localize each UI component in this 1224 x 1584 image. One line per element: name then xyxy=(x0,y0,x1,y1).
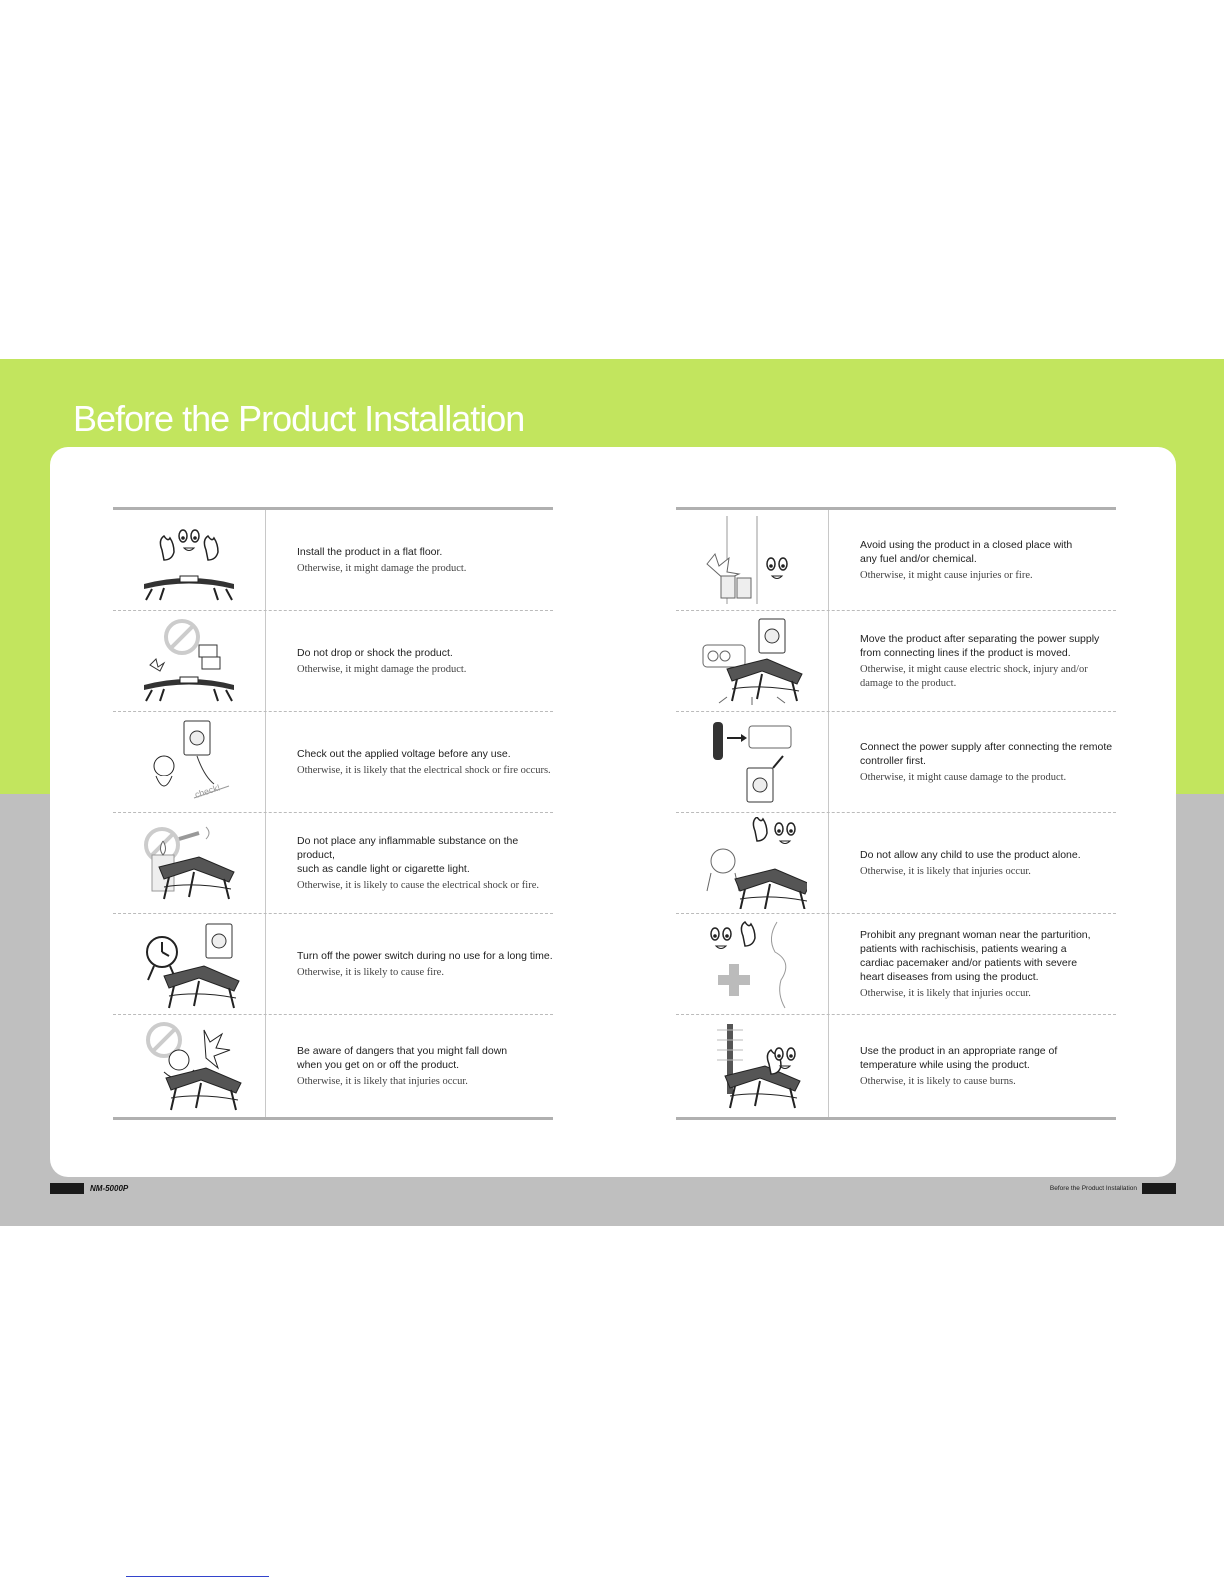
warning-row xyxy=(676,611,1116,712)
warning-text: Move the product after separating the power supply from connecting lines if the product is moved. xyxy=(860,632,1100,659)
temperature-burn-illustration xyxy=(676,1015,829,1117)
warning-text: Install the product in a flat floor. xyxy=(297,545,443,558)
warning-row xyxy=(113,914,553,1015)
child-alone-illustration xyxy=(676,813,829,913)
warning-consequence: Otherwise, it might cause damage to the product. xyxy=(860,771,1067,783)
candle-cigarette-illustration xyxy=(113,813,266,913)
footer-bar xyxy=(50,1183,84,1194)
warning-text: Do not allow any child to use the product alone. xyxy=(860,848,1081,861)
warning-text: Avoid using the product in a closed place with any fuel and/or chemical. xyxy=(860,538,1073,565)
warning-text: Prohibit any pregnant woman near the parturition, patients with rachischisis, patients wearing a cardiac pacemaker and/or patients with severe heart diseases from using the product. xyxy=(860,928,1091,983)
warning-row xyxy=(113,712,553,813)
warning-text: Turn off the power switch during no use for a long time. xyxy=(297,949,553,962)
warning-consequence: Otherwise, it is likely that injuries occur. xyxy=(860,865,1031,877)
svg-text:check!: check! xyxy=(193,782,222,800)
fall-down-illustration xyxy=(113,1015,266,1117)
remote-then-power-illustration xyxy=(676,712,829,812)
model-number: NM-5000P xyxy=(90,1184,129,1193)
pregnant-medical-illustration xyxy=(676,914,829,1014)
left-warning-panel xyxy=(113,507,553,1120)
warning-row xyxy=(676,914,1116,1015)
warning-text: Do not drop or shock the product. xyxy=(297,646,453,659)
flat-floor-bed-illustration xyxy=(113,510,266,610)
right-warning-panel xyxy=(676,507,1116,1120)
warning-row xyxy=(676,712,1116,813)
warning-consequence: Otherwise, it might cause electric shock, injury and/or damage to the product. xyxy=(860,663,1088,689)
warning-consequence: Otherwise, it is likely that the electrical shock or fire occurs. xyxy=(297,764,551,776)
warning-text: Do not place any inflammable substance on the product, such as candle light or cigarette light. xyxy=(297,834,519,875)
warning-row xyxy=(113,611,553,712)
footer-bar xyxy=(1142,1183,1176,1194)
footer-left xyxy=(50,1183,128,1194)
warning-row xyxy=(113,510,553,611)
link-underline xyxy=(126,1576,269,1577)
warning-row xyxy=(676,510,1116,611)
warning-text: Check out the applied voltage before any use. xyxy=(297,747,511,760)
warning-consequence: Otherwise, it is likely to cause the electrical shock or fire. xyxy=(297,879,539,891)
voltage-check-illustration xyxy=(113,712,266,812)
closed-room-chemical-illustration xyxy=(676,510,829,610)
warning-consequence: Otherwise, it might cause injuries or fire. xyxy=(860,569,1033,581)
page-title: Before the Product Installation xyxy=(73,398,525,439)
warning-consequence: Otherwise, it is likely to cause burns. xyxy=(860,1075,1016,1087)
warning-text: Use the product in an appropriate range of temperature while using the product. xyxy=(860,1044,1058,1071)
warning-row xyxy=(676,1015,1116,1117)
warning-consequence: Otherwise, it is likely that injuries occur. xyxy=(297,1075,468,1087)
section-name: Before the Product Installation xyxy=(1049,1185,1137,1192)
warning-consequence: Otherwise, it might damage the product. xyxy=(297,562,467,574)
drop-shock-illustration xyxy=(113,611,266,711)
warning-text: Be aware of dangers that you might fall down when you get on or off the product. xyxy=(297,1044,508,1071)
warning-consequence: Otherwise, it is likely that injuries occur. xyxy=(860,987,1031,999)
unplug-before-moving-illustration xyxy=(676,611,829,711)
warning-row xyxy=(113,1015,553,1117)
warning-row xyxy=(676,813,1116,914)
warning-text: Connect the power supply after connecting the remote controller first. xyxy=(860,740,1113,767)
clock-power-switch-illustration xyxy=(113,914,266,1014)
footer-right xyxy=(1050,1183,1176,1194)
warning-consequence: Otherwise, it might damage the product. xyxy=(297,663,467,675)
warning-row xyxy=(113,813,553,914)
warning-consequence: Otherwise, it is likely to cause fire. xyxy=(297,966,444,978)
